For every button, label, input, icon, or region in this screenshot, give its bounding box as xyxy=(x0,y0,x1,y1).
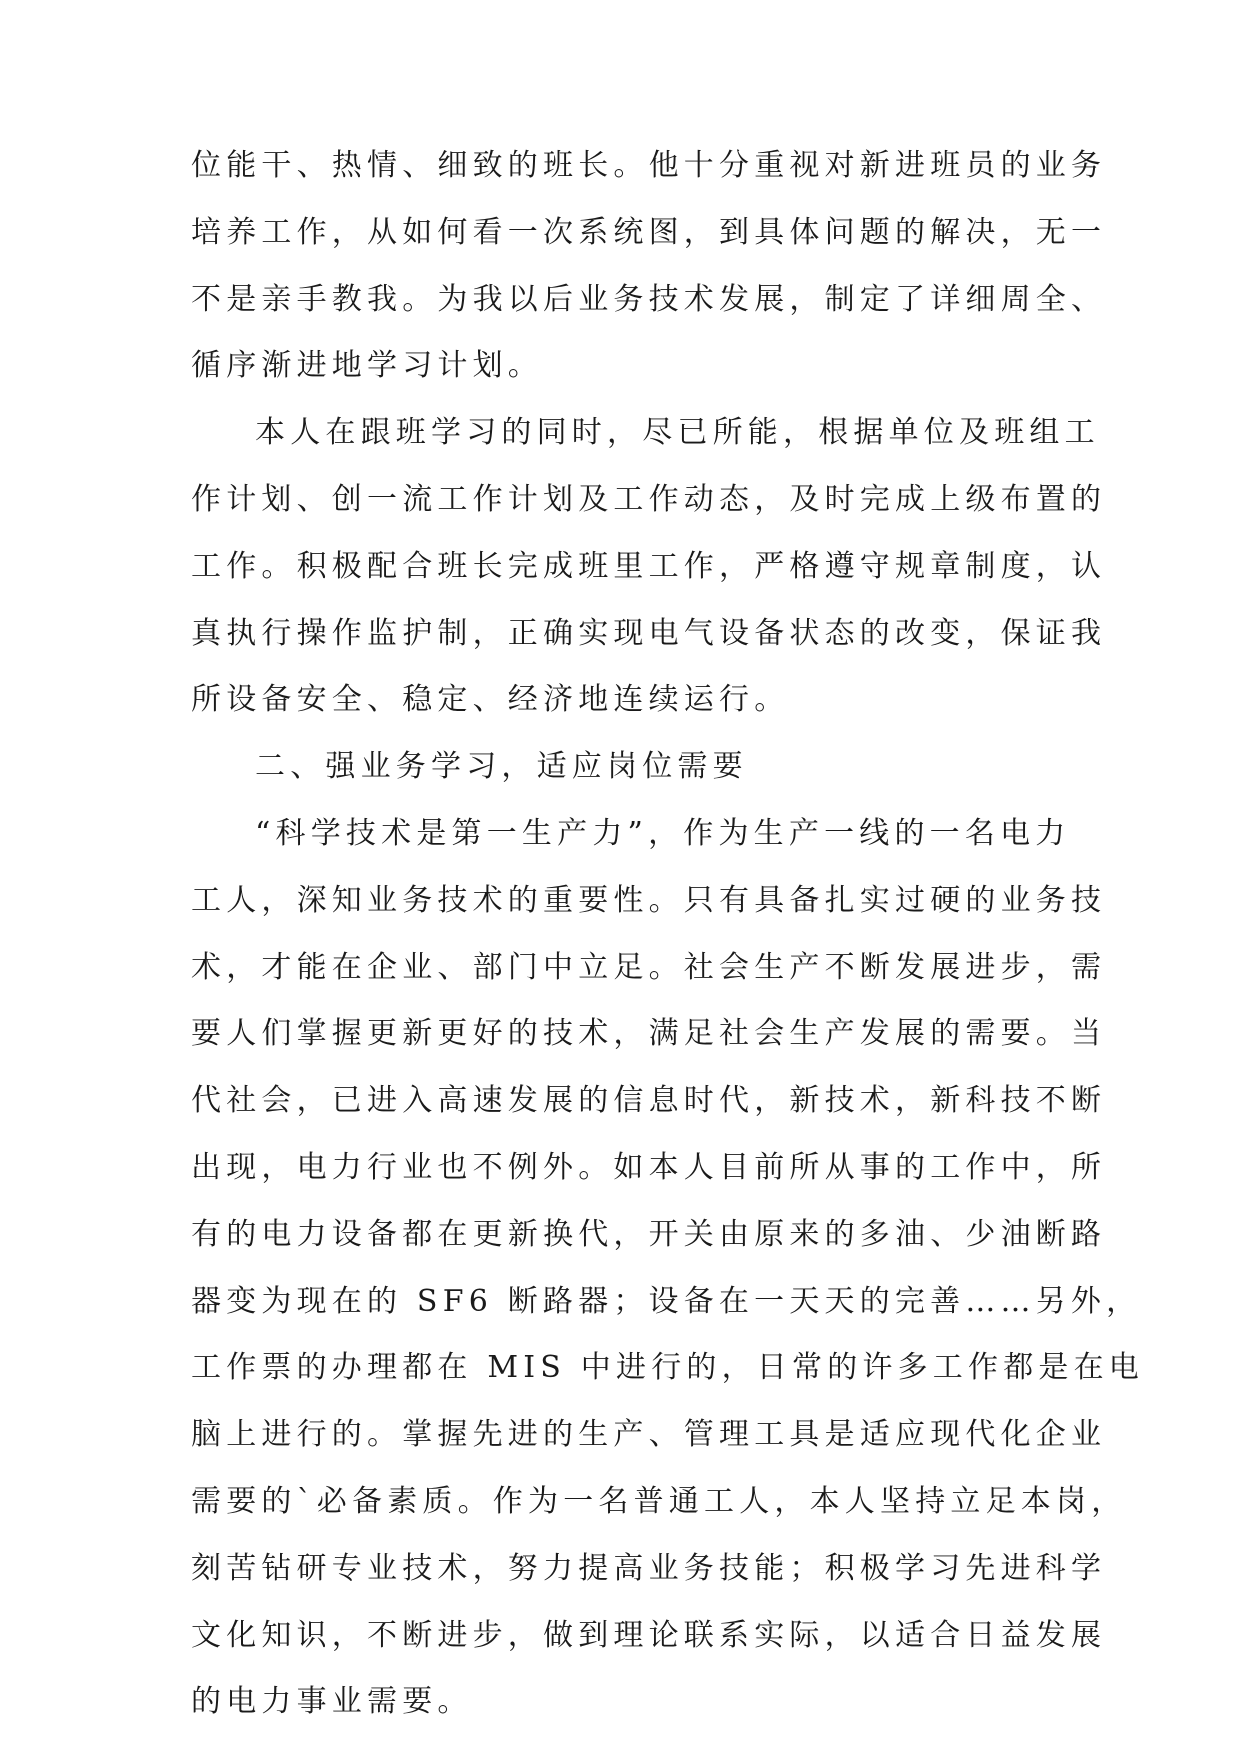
text-line: 器变为现在的 SF6 断路器；设备在一天天的完善……另外， xyxy=(191,1283,1142,1319)
text-line: 文化知识，不断进步，做到理论联系实际，以适合日益发展 xyxy=(191,1617,1107,1653)
paragraph-first-line: 本人在跟班学习的同时，尽已所能，根据单位及班组工 xyxy=(255,415,1100,451)
text-line: 出现，电力行业也不例外。如本人目前所从事的工作中，所 xyxy=(191,1150,1107,1185)
text-line: 循序渐进地学习计划。 xyxy=(191,348,543,384)
text-line: 真执行操作监护制，正确实现电气设备状态的改变，保证我 xyxy=(191,615,1107,651)
text-line: 培养工作，从如何看一次系统图，到具体问题的解决，无一 xyxy=(191,214,1107,250)
text-line: 术，才能在企业、部门中立足。社会生产不断发展进步，需 xyxy=(191,949,1107,985)
text-line: 工作。积极配合班长完成班里工作，严格遵守规章制度，认 xyxy=(191,548,1107,584)
text-line: 的电力事业需要。 xyxy=(191,1684,473,1720)
text-line: 作计划、创一流工作计划及工作动态，及时完成上级布置的 xyxy=(191,482,1107,517)
text-line: 代社会，已进入高速发展的信息时代，新技术，新科技不断 xyxy=(191,1083,1107,1119)
text-line: 不是亲手教我。为我以后业务技术发展，制定了详细周全、 xyxy=(191,281,1107,317)
text-line: 要人们掌握更新更好的技术，满足社会生产发展的需要。当 xyxy=(191,1016,1107,1052)
text-line: 刻苦钻研专业技术，努力提高业务技能；积极学习先进科学 xyxy=(191,1550,1107,1586)
text-line: 脑上进行的。掌握先进的生产、管理工具是适应现代化企业 xyxy=(191,1417,1107,1453)
section-heading: 二、强业务学习，适应岗位需要 xyxy=(255,749,748,785)
text-line: 工人，深知业务技术的重要性。只有具备扎实过硬的业务技 xyxy=(191,882,1107,918)
text-line: 工作票的办理都在 MIS 中进行的，日常的许多工作都是在电 xyxy=(191,1350,1144,1386)
text-line: 需要的`必备素质。作为一名普通工人，本人坚持立足本岗， xyxy=(191,1484,1127,1519)
text-line: 位能干、热情、细致的班长。他十分重视对新进班员的业务 xyxy=(191,148,1107,183)
text-line: 有的电力设备都在更新换代，开关由原来的多油、少油断路 xyxy=(191,1216,1107,1252)
paragraph-first-line: “科学技术是第一生产力”，作为生产一线的一名电力 xyxy=(255,816,1071,851)
text-line: 所设备安全、稳定、经济地连续运行。 xyxy=(191,682,790,718)
